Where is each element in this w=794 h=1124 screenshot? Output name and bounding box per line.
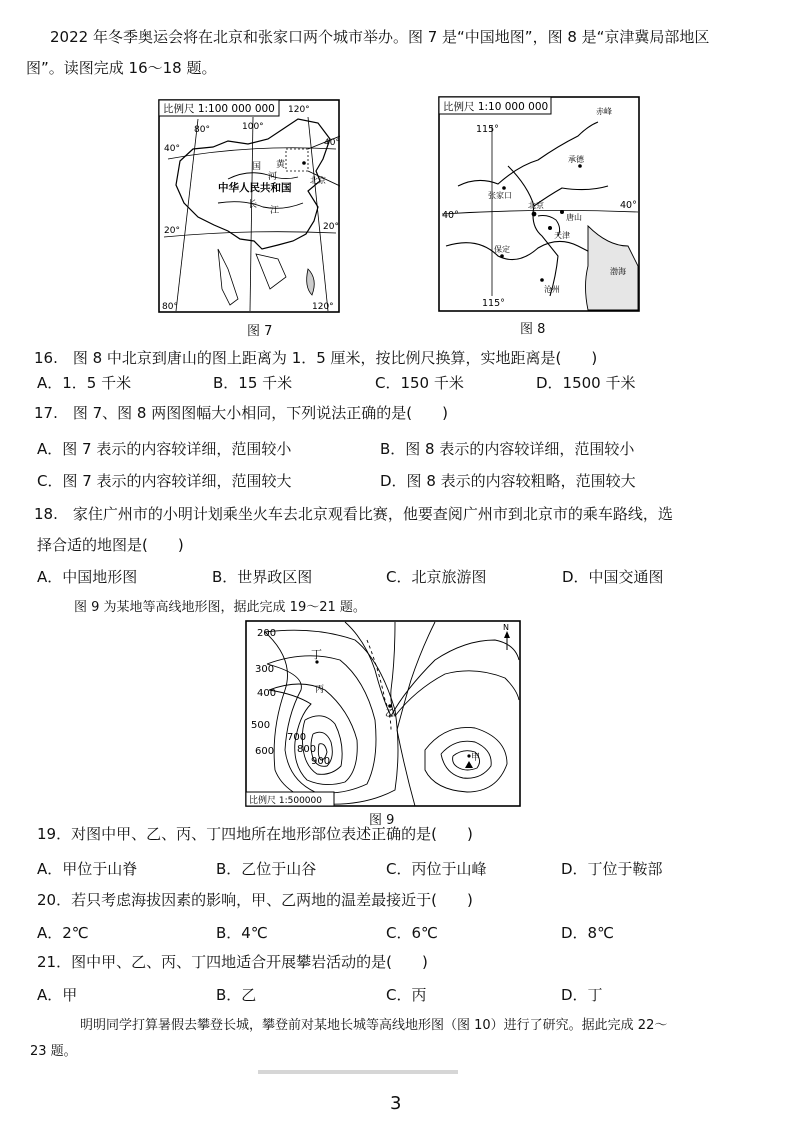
intro-line-2: 图”。读图完成 16～18 题。 — [26, 59, 217, 77]
fig7-chang: 长 — [248, 200, 258, 210]
q21-option-c[interactable]: C．丙 — [386, 986, 427, 1004]
page-number: 3 — [390, 1093, 402, 1114]
q21-option-b[interactable]: B．乙 — [216, 986, 257, 1004]
q19-option-d[interactable]: D．丁位于鞍部 — [561, 860, 663, 878]
q17-option-d[interactable]: D．图 8 表示的内容较粗略，范围较大 — [380, 472, 636, 490]
figure-8-caption: 图 8 — [520, 322, 546, 337]
fig7-lat-20-right: 20° — [323, 222, 339, 232]
contour-label-800: 800 — [297, 744, 317, 755]
q18-stem-line-1: 18. 家住广州市的小明计划乘坐火车去北京观看比赛，他要查阅广州市到北京市的乘车路线，选 — [34, 505, 673, 523]
q18-stem-line-2: 择合适的地图是( ) — [37, 536, 184, 554]
fig7-huang: 黄 — [276, 160, 286, 170]
fig8-scale: 比例尺 1:10 000 000 — [443, 101, 549, 113]
fig8-tangshan: 唐山 — [566, 213, 582, 222]
fig7-beijing: 北京 — [310, 176, 326, 185]
contour-label-300: 300 — [255, 664, 275, 675]
q18-option-b[interactable]: B．世界政区图 — [212, 568, 313, 586]
q21-stem: 21．图中甲、乙、丙、丁四地适合开展攀岩活动的是( ) — [37, 953, 428, 971]
q16-option-b[interactable]: B．15 千米 — [213, 374, 293, 392]
fig7-guo: 国 — [252, 162, 262, 172]
q19-option-b[interactable]: B．乙位于山谷 — [216, 860, 317, 878]
contour-label-700: 700 — [287, 732, 307, 743]
fig8-chifeng: 赤峰 — [596, 107, 612, 116]
q18-option-a[interactable]: A．中国地形图 — [37, 568, 138, 586]
q21-option-d[interactable]: D．丁 — [561, 986, 603, 1004]
fig8-lat-40-right: 40° — [620, 200, 637, 211]
figure-8-regional-map — [438, 96, 640, 312]
contour-label-600: 600 — [255, 746, 275, 757]
fig8-zhangjiakou: 张家口 — [488, 191, 512, 200]
fig8-lon-115-top: 115° — [476, 124, 499, 135]
q16-stem: 16. 图 8 中北京到唐山的图上距离为 1．5 厘米，按比例尺换算，实地距离是( ) — [34, 349, 598, 367]
fig7-scale: 比例尺 1:100 000 000 — [163, 103, 275, 115]
fig7-country-name: 中华人民共和国 — [218, 182, 292, 194]
figure-9-contour-map — [245, 620, 521, 807]
fig8-cangzhou: 沧州 — [544, 285, 560, 294]
q20-option-d[interactable]: D．8℃ — [561, 924, 614, 942]
figure-7-china-map — [158, 99, 340, 313]
q21-option-a[interactable]: A．甲 — [37, 986, 78, 1004]
figure-7-caption: 图 7 — [247, 324, 273, 339]
fig7-lon-100: 100° — [242, 122, 264, 132]
fig8-bohai: 渤海 — [610, 267, 626, 276]
point-ding: 丁 — [311, 648, 322, 661]
q18-option-d[interactable]: D．中国交通图 — [562, 568, 664, 586]
q19-option-c[interactable]: C．丙位于山峰 — [386, 860, 487, 878]
fig7-he: 河 — [268, 172, 278, 182]
fig8-tianjin: 天津 — [554, 231, 570, 240]
figure-9-caption: 图 9 — [369, 813, 395, 828]
q16-option-c[interactable]: C．150 千米 — [375, 374, 464, 392]
outro-line-1: 明明同学打算暑假去攀登长城，攀登前对某地长城等高线地形图（图 10）进行了研究。据此完成 22～ — [80, 1018, 668, 1033]
fig7-lat-40: 40° — [164, 144, 180, 154]
fig7-jiang: 江 — [270, 206, 280, 216]
outro-line-2: 23 题。 — [30, 1044, 77, 1059]
fig8-lon-115-bottom: 115° — [482, 298, 505, 309]
q19-stem: 19．对图中甲、乙、丙、丁四地所在地形部位表述正确的是( ) — [37, 825, 473, 843]
q19-option-a[interactable]: A．甲位于山脊 — [37, 860, 138, 878]
point-jia: 甲 — [471, 753, 481, 763]
point-bing: 丙 — [315, 685, 325, 695]
fig8-lat-40-left: 40° — [442, 210, 459, 221]
fig7-lon-80-bottom: 80° — [162, 302, 178, 312]
q16-option-a[interactable]: A．1．5 千米 — [37, 374, 132, 392]
cutoff-text-remnant — [258, 1070, 458, 1074]
q17-option-c[interactable]: C．图 7 表示的内容较详细，范围较大 — [37, 472, 292, 490]
point-yi: 乙 — [385, 709, 395, 719]
q20-option-a[interactable]: A．2℃ — [37, 924, 89, 942]
fig8-beijing: 北京 — [528, 201, 544, 210]
q20-stem: 20．若只考虑海拔因素的影响，甲、乙两地的温差最接近于( ) — [37, 891, 473, 909]
q18-option-c[interactable]: C．北京旅游图 — [386, 568, 487, 586]
fig7-lon-80: 80° — [194, 125, 210, 135]
fig8-baoding: 保定 — [494, 245, 510, 254]
intro-line-1: 2022 年冬季奥运会将在北京和张家口两个城市举办。图 7 是“中国地图”，图 8 是“京津冀局部地区 — [50, 28, 710, 46]
q17-option-b[interactable]: B．图 8 表示的内容较详细，范围较小 — [380, 440, 635, 458]
q17-option-a[interactable]: A．图 7 表示的内容较详细，范围较小 — [37, 440, 292, 458]
q16-option-d[interactable]: D．1500 千米 — [536, 374, 636, 392]
contour-label-500: 500 — [251, 720, 271, 731]
fig7-lon-120-top: 120° — [288, 105, 310, 115]
q17-stem: 17. 图 7、图 8 两图图幅大小相同，下列说法正确的是( ) — [34, 404, 448, 422]
fig9-scale: 比例尺 1:500000 — [249, 796, 322, 806]
fig7-lat-20: 20° — [164, 226, 180, 236]
fig9-intro: 图 9 为某地等高线地形图，据此完成 19～21 题。 — [74, 600, 366, 615]
north-arrow-label: N — [503, 623, 509, 632]
q20-option-b[interactable]: B．4℃ — [216, 924, 268, 942]
q20-option-c[interactable]: C．6℃ — [386, 924, 438, 942]
fig7-lon-120-bottom: 120° — [312, 302, 334, 312]
contour-label-900: 900 — [311, 756, 331, 767]
contour-label-200: 200 — [257, 628, 277, 639]
fig7-lat-40-right: 40° — [324, 138, 340, 148]
fig8-chengde: 承德 — [568, 155, 584, 164]
contour-label-400: 400 — [257, 688, 277, 699]
